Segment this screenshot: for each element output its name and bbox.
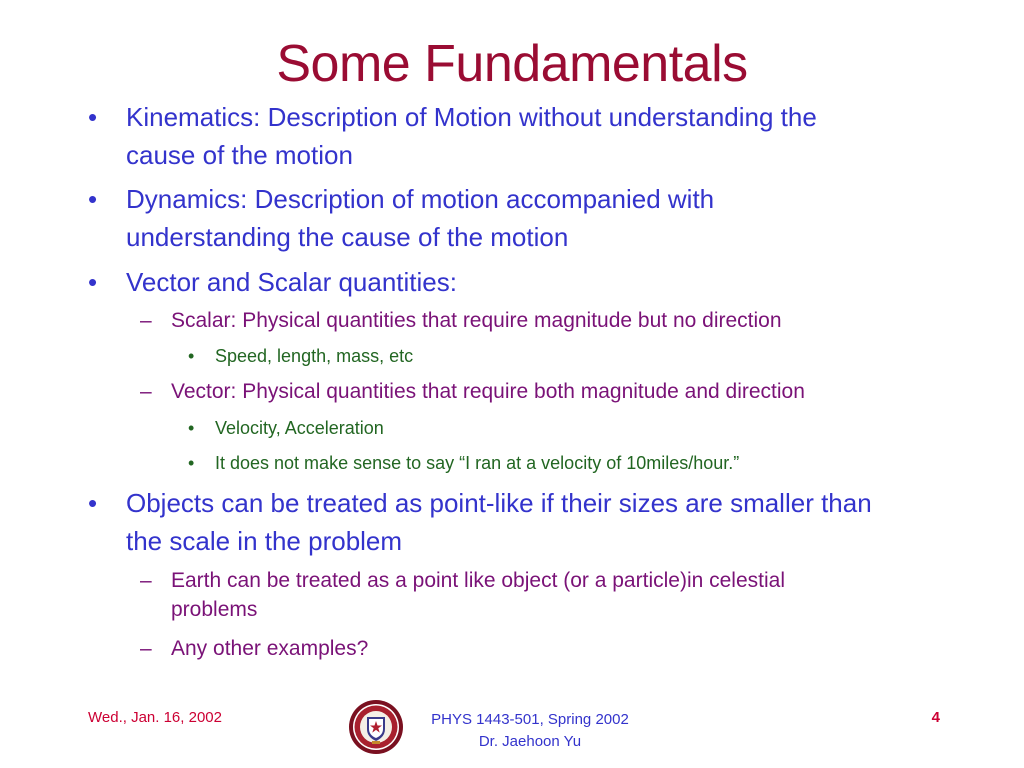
bullet-marker: •: [88, 184, 98, 214]
bullet-marker: •: [188, 346, 195, 366]
subbullet-other-examples: [140, 634, 940, 663]
subbullet-scalar: [140, 306, 940, 335]
bullet-marker: •: [188, 418, 195, 438]
subbullet-text-line: Earth can be treated as a point like object (or a particle)in celestial: [171, 569, 785, 592]
subbullet-vector: [140, 377, 940, 406]
university-seal-icon: [348, 699, 404, 755]
footer-course: [400, 709, 660, 753]
subsubbullet-text-line: It does not make sense to say “I ran at a velocity of 10miles/hour.”: [215, 453, 740, 473]
subbullet-text-line: Vector: Physical quantities that require both magnitude and direction: [171, 380, 805, 403]
footer-date: Wed., Jan. 16, 2002: [88, 709, 222, 726]
footer-instructor: Dr. Jaehoon Yu: [478, 733, 582, 750]
slide-title: Some Fundamentals: [276, 35, 748, 93]
dash-marker: –: [140, 569, 152, 592]
subbullet-text-line: Scalar: Physical quantities that require magnitude but no direction: [171, 309, 782, 332]
bullet-point-like: [88, 484, 948, 560]
bullet-vector-scalar: [88, 263, 948, 301]
bullet-text-line: Dynamics: Description of motion accompanied with: [126, 184, 715, 214]
dash-marker: –: [140, 380, 152, 403]
subsubbullet-text-line: Speed, length, mass, etc: [215, 346, 414, 366]
bullet-marker: •: [188, 453, 195, 473]
bullet-text-line: Objects can be treated as point-like if their sizes are smaller than: [126, 488, 872, 518]
subsubbullet-no-sense: [188, 450, 948, 477]
bullet-text-line: Vector and Scalar quantities:: [126, 267, 457, 297]
subsubbullet-speed: [188, 343, 948, 370]
bullet-text-line: understanding the cause of the motion: [126, 222, 569, 252]
bullet-marker: •: [88, 267, 98, 297]
footer-course-title: PHYS 1443-501, Spring 2002: [431, 711, 629, 728]
dash-marker: –: [140, 309, 152, 332]
bullet-text-line: Kinematics: Description of Motion without understanding the: [126, 102, 817, 132]
bullet-kinematics: [88, 98, 948, 174]
bullet-marker: •: [88, 488, 98, 518]
bullet-marker: •: [88, 102, 98, 132]
bullet-text-line: cause of the motion: [126, 140, 353, 170]
subsubbullet-text-line: Velocity, Acceleration: [215, 418, 384, 438]
dash-marker: –: [140, 637, 152, 660]
bullet-dynamics: [88, 180, 948, 256]
subbullet-earth: [140, 566, 940, 624]
subbullet-text-line: Any other examples?: [171, 637, 369, 660]
page-number: 4: [931, 709, 940, 726]
subsubbullet-velocity: [188, 415, 948, 442]
bullet-text-line: the scale in the problem: [126, 526, 403, 556]
subbullet-text-line: problems: [171, 598, 258, 621]
